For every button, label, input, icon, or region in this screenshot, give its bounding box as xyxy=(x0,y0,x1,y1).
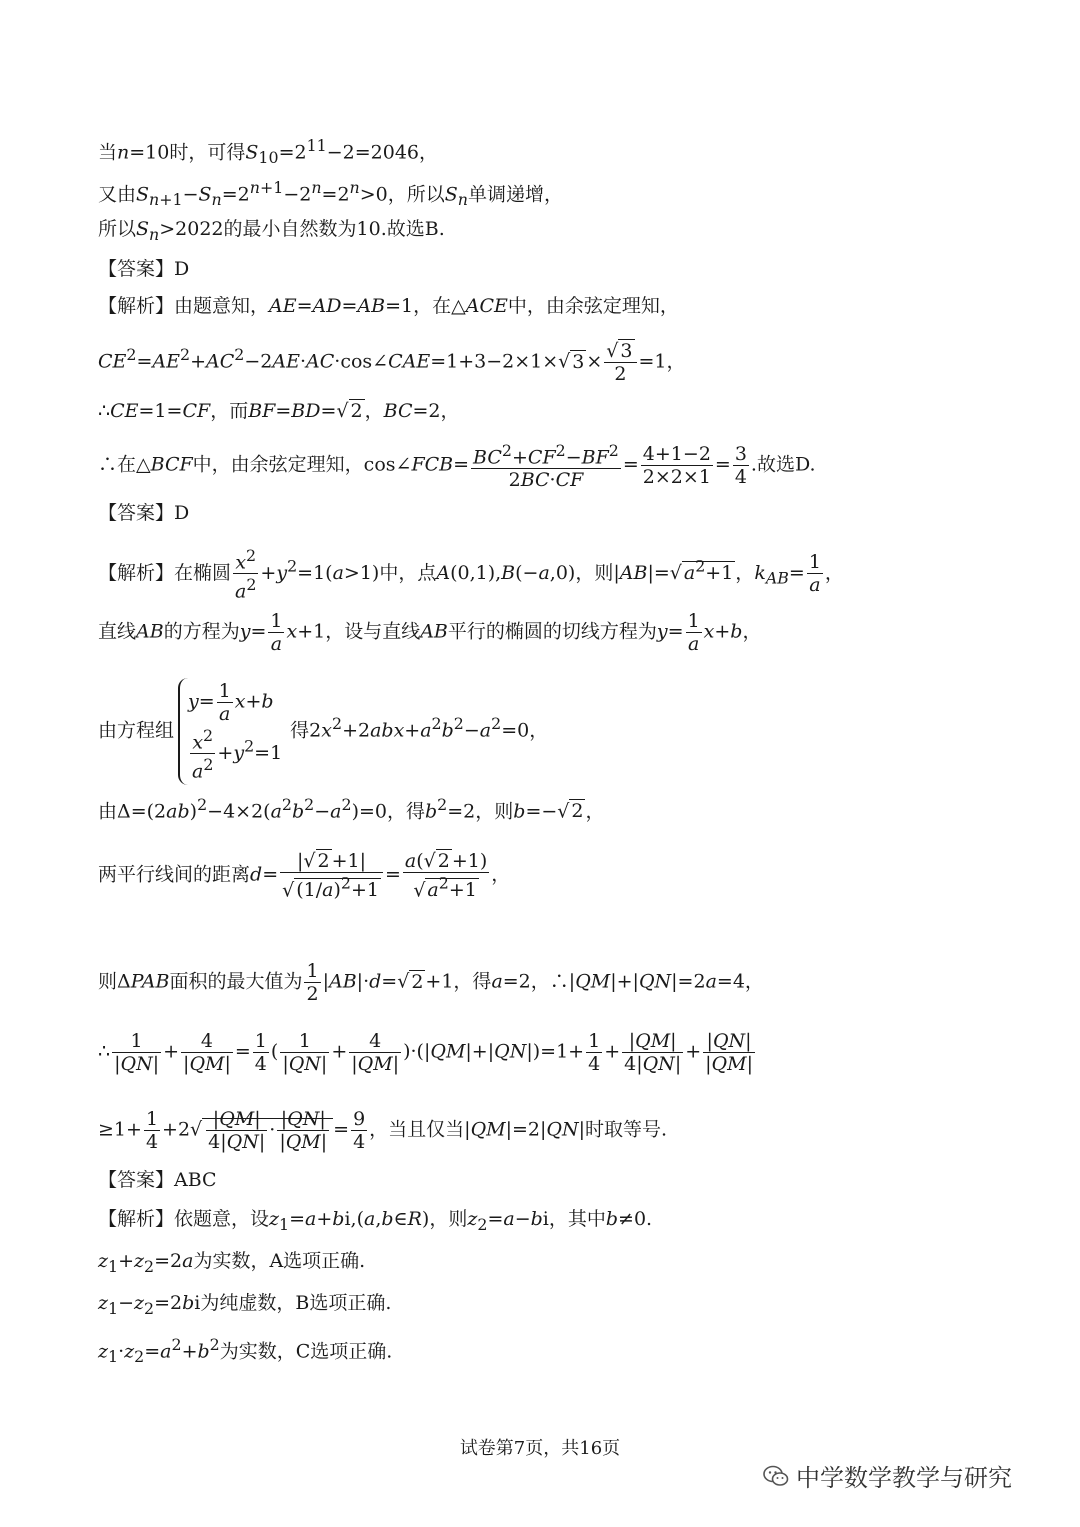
analysis-line-14: $z_1+z_2=2a$为实数，A选项正确. xyxy=(98,1250,366,1276)
analysis-line-3: ∴CE=1=CF，而BF=BD=√ 2 ，BC=2， xyxy=(98,400,460,422)
analysis-line-16: $z_1\cdot z_2=a^2+b^2$为实数，C选项正确. xyxy=(98,1335,393,1367)
watermark xyxy=(762,1458,1012,1493)
answer-label-2: 【答案】D xyxy=(98,502,190,524)
analysis-line-8: 由$\Delta=(2ab)^2-4\times 2(a^2b^2-a^2)=0$，得$b^2=2$，则b=−√ 2 ， xyxy=(98,795,605,823)
analysis-line-1: 【解析】由题意知，AE=AD=AB=1，在△ACE中，由余弦定理知， xyxy=(98,295,679,317)
page-footer: 试卷第7页，共16页 xyxy=(459,1438,621,1459)
watermark-text: 中学数学教学与研究 xyxy=(796,1464,1012,1492)
analysis-line-2: $CE^2=AE^2+AC^2-2AE\cdot AC\cdot\cos\angle CAE=1+3-2\times 1\times√$ 3 × $\frac{√ 3}{2}$ =1， xyxy=(98,340,686,385)
analysis-line-7: 由方程组 y= $\frac{1}{a}$ x+b $\frac{x^2}{a^2}$ $+y^2=1$ 得$2x^2+2abx+a^2b^2-a^2=0$， xyxy=(98,680,549,783)
solution-line-3: 所以$S_n>2022$的最小自然数为10.故选B. xyxy=(98,218,445,244)
answer-label-3: 【答案】ABC xyxy=(98,1169,217,1191)
solution-line-2: 又由$S_{n+1}-S_n=2^{n+1}-2^n=2^n>0$，所以$S_n$单调递增， xyxy=(98,178,564,210)
analysis-line-5: 【解析】在椭圆 $\frac{x^2}{a^2}$ $+y^2=1(a>1)$中，点A(0,1),B(−a,0)，则|AB|=√ $a^2+1$ ，$k_{AB}=$ $\frac{1}{a}$ ， xyxy=(98,546,844,603)
analysis-line-13: 【解析】依题意，设$z_1=a+bi,(a,b\in R)$，则$z_2=a-bi$，其中b≠0. xyxy=(98,1208,653,1234)
analysis-line-11: ∴ $\frac{1}{|QN|}$ + $\frac{4}{|QM|}$ = $\frac{1}{4}$ ( $\frac{1}{|QN|}$ + $\frac{4}{|QM|}$ )·(|QM|+|QN|)=1+ $\frac{1}{4}$ + $\frac{|QM|}{4|QN|}$ + $\frac{|QN|}{|QM|}$ xyxy=(98,1030,753,1075)
analysis-line-6: 直线AB的方程为y= $\frac{1}{a}$ x+1，设与直线AB平行的椭圆的切线方程为y= $\frac{1}{a}$ x+b， xyxy=(98,610,762,655)
solution-line-1: 当n=10时，可得$S_{10}=2^{11}-2=2046$， xyxy=(98,136,439,168)
analysis-line-4: ∴在△BCF中，由余弦定理知，cos∠FCB= $\frac{BC^2+CF^2-BF^2}{2BC\cdot CF}$ = $\frac{4+1-2}{2\times 2\times 1}$ = $\frac{3}{4}$ .故选D. xyxy=(98,441,816,492)
analysis-line-15: $z_1-z_2=2bi$为纯虚数，B选项正确. xyxy=(98,1292,392,1318)
answer-label-1: 【答案】D xyxy=(98,258,190,280)
analysis-line-9: 两平行线间的距离d= $\frac{|√ 2 +1|}{√ (1/a)^2+1}$ = $\frac{a(√ 2 +1)}{√ a^2+1}$ ， xyxy=(98,850,511,902)
analysis-line-12: ≥1+ $\frac{1}{4}$ +2√ $\frac{|QM|}{4|QN|}$ · $\frac{|QN|}{|QM|}$ = $\frac{9}{4}$ ，当且仅当|QM|=2|QN|时取等号. xyxy=(98,1108,668,1153)
analysis-line-10: 则ΔPAB面积的最大值为 $\frac{1}{2}$ |AB|·d=√ 2 +1，得a=2，∴|QM|+|QN|=2a=4， xyxy=(98,960,764,1005)
wechat-icon xyxy=(762,1464,790,1488)
